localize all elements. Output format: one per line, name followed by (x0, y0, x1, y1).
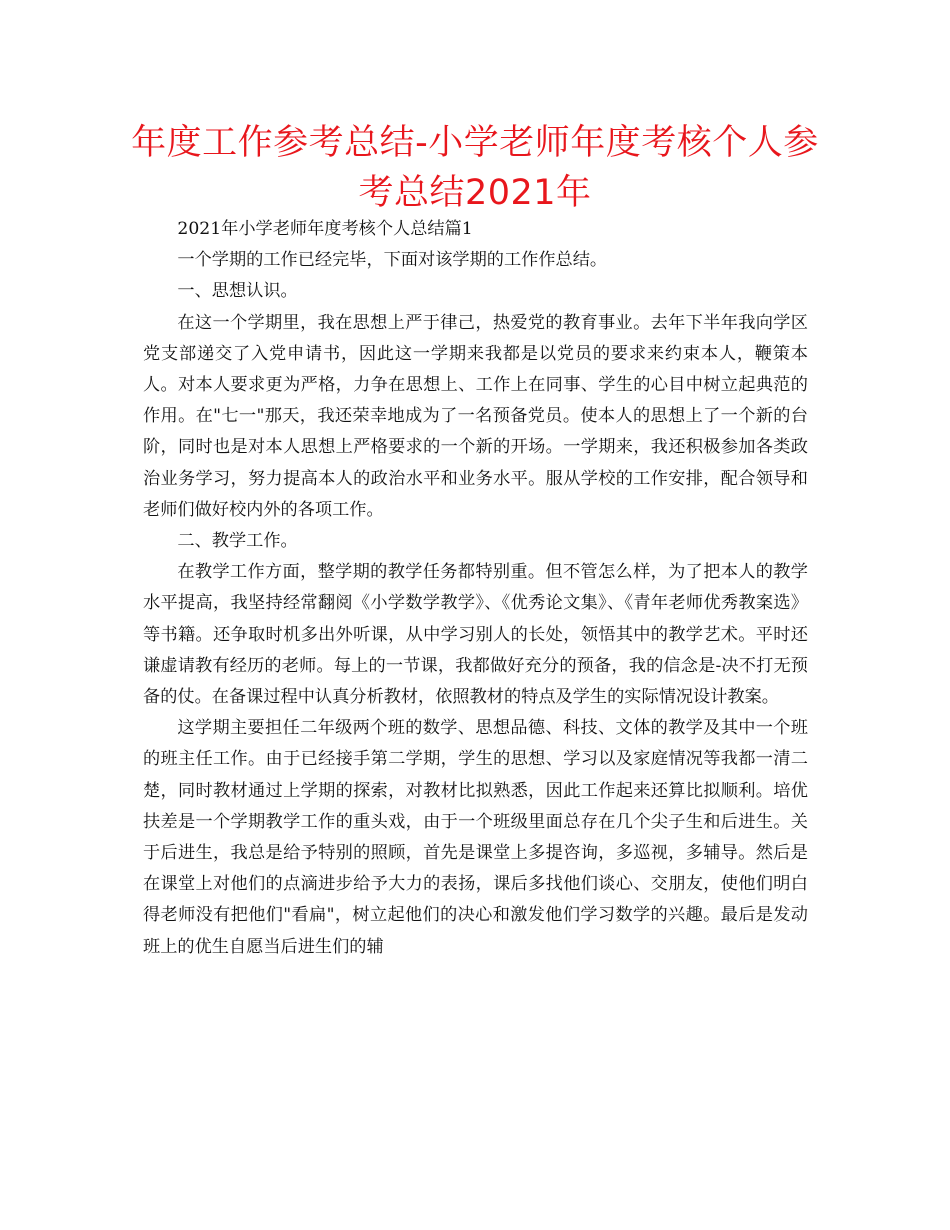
document-title: 年度工作参考总结-小学老师年度考核个人参考总结2021年 (131, 123, 819, 213)
document-body (143, 214, 808, 963)
section-heading-ideology: 一、思想认识。 (177, 281, 298, 302)
paragraph-class-work: 这学期主要担任二年级两个班的数学、思想品德、科技、文体的教学及其中一个班的班主任工作。由于已经接手第二学期，学生的思想、学习以及家庭情况等我都一清二楚，同时教材通过上学期的探索，对教材比拟熟悉，因此工作起来还算比拟顺利。培优扶差是一个学期教学工作的重头戏，由于一个班级里面总存在几个尖子生和后进生。关于后进生，我总是给予特别的照顾，首先是课堂上多提咨询，多巡视，多辅导。然后是在课堂上对他们的点滴进步给予大力的表扬，课后多找他们谈心、交朋友，使他们明白得老师没有把他们"看扁"，树立起他们的决心和激发他们学习数学的兴趣。最后是发动班上的优生自愿当后进生们的辅 (143, 718, 808, 957)
paragraph-ideology: 在这一个学期里，我在思想上严于律己，热爱党的教育事业。去年下半年我向学区党支部递交了入党申请书，因此这一学期来我都是以党员的要求来约束本人，鞭策本人。对本人要求更为严格，力争在思想上、工作上在同事、学生的心目中树立起典范的作用。在"七一"那天，我还荣幸地成为了一名预备党员。使本人的思想上了一个新的台阶，同时也是对本人思想上严格要求的一个新的开场。一学期来，我还积极参加各类政治业务学习，努力提高本人的政治水平和业务水平。服从学校的工作安排，配合领导和老师们做好校内外的各项工作。 (143, 312, 808, 520)
paragraph-subtitle: 2021年小学老师年度考核个人总结篇1 (177, 219, 473, 239)
paragraph-teaching: 在教学工作方面，整学期的教学任务都特别重。但不管怎么样，为了把本人的教学水平提高，我坚持经常翻阅《小学数学教学》、《优秀论文集》、《青年老师优秀教案选》等书籍。还争取时机多出外听课，从中学习别人的长处，领悟其中的教学艺术。平时还谦虚请教有经历的老师。每上的一节课，我都做好充分的预备，我的信念是-决不打无预备的仗。在备课过程中认真分析教材，依照教材的特点及学生的实际情况设计教案。 (143, 562, 808, 708)
paragraph-intro: 一个学期的工作已经完毕，下面对该学期的工作作总结。 (177, 250, 608, 271)
section-heading-teaching: 二、教学工作。 (177, 531, 298, 552)
